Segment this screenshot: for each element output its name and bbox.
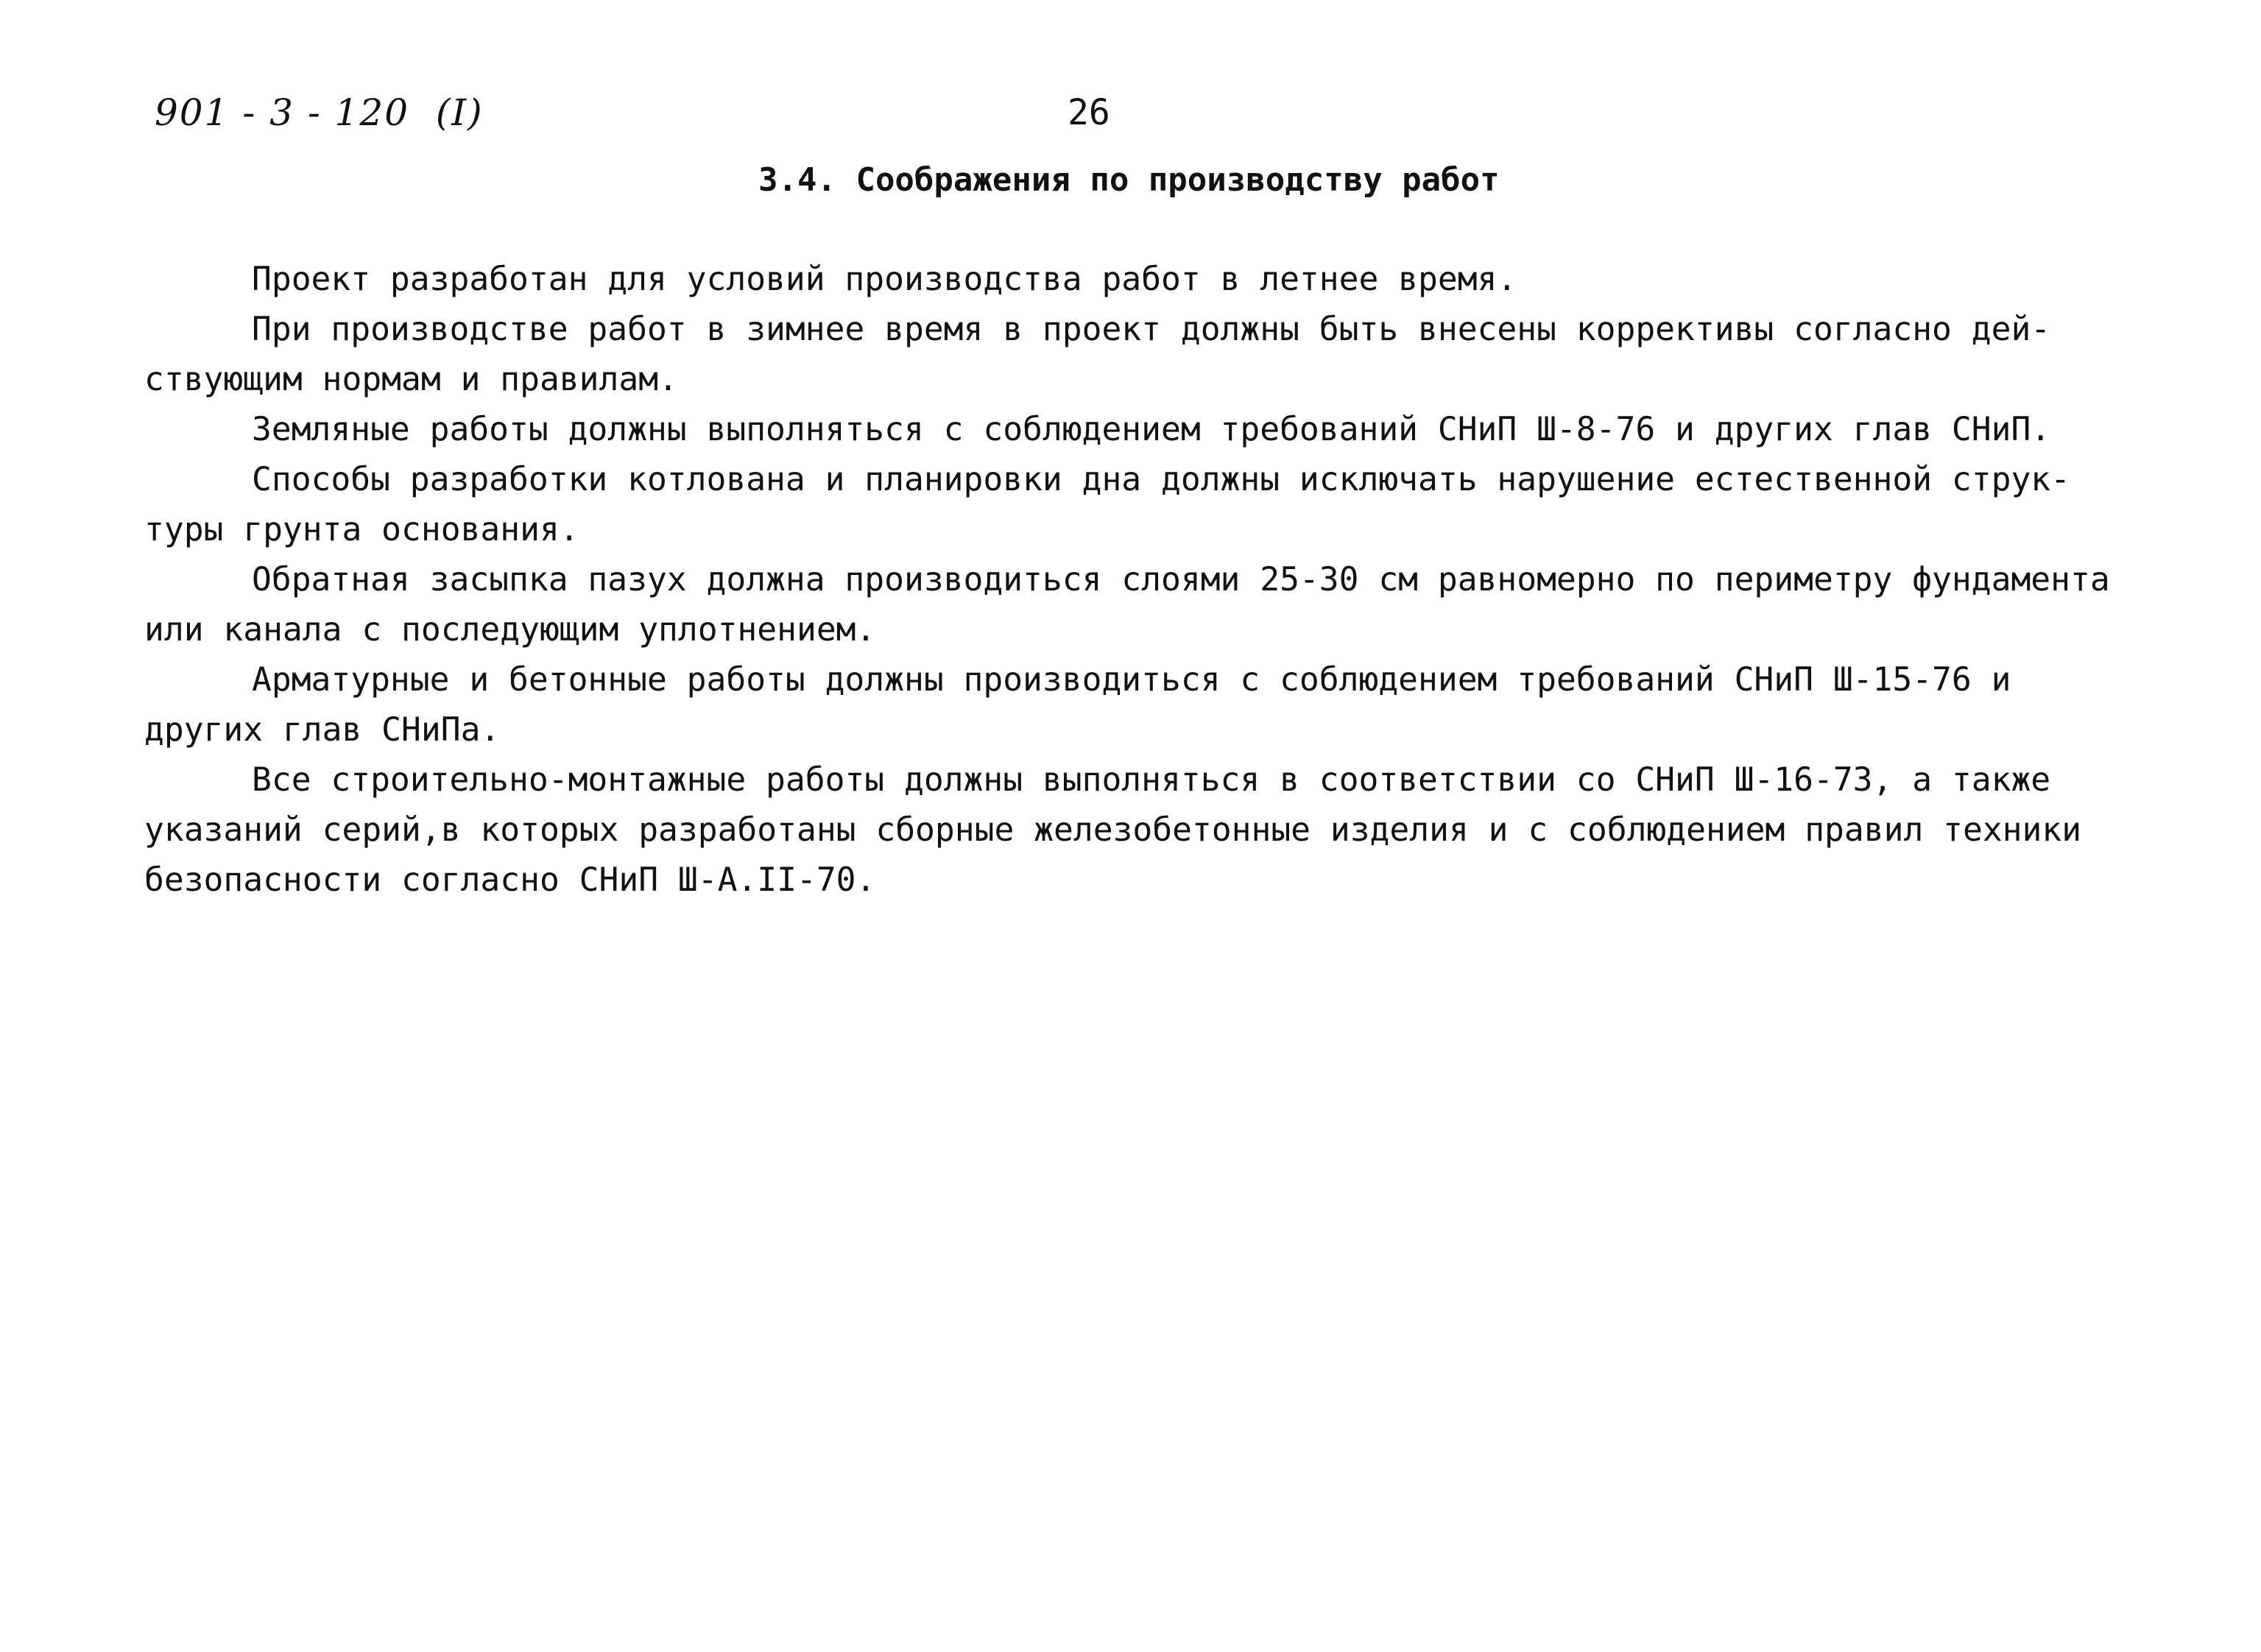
body-text <box>144 254 2176 905</box>
paragraph-line: При производстве работ в зимнее время в проект должны быть внесены коррективы согласно дей- <box>252 310 2051 348</box>
paragraph-line: других глав СНиПа. <box>144 710 501 749</box>
paragraph-line: Обратная засыпка пазух должна производиться слоями 25-30 см равномерно по периметру фундамента <box>252 560 2110 599</box>
paragraph-line: Земляные работы должны выполняться с соблюдением требований СНиП Ш-8-76 и других глав СНиП. <box>252 410 2051 448</box>
paragraph-line: безопасности согласно СНиП Ш-А.II-70. <box>144 861 876 899</box>
paragraph-line: ствующим нормам и правилам. <box>144 360 678 398</box>
paragraph-line: Все строительно-монтажные работы должны выполняться в соответствии со СНиП Ш-16-73, а также <box>252 760 2051 799</box>
paragraph-line: указаний серий,в которых разработаны сборные железобетонные изделия и с соблюдением правил техники <box>144 811 2082 849</box>
paragraph-line: туры грунта основания. <box>144 510 579 548</box>
paragraph-line: Арматурные и бетонные работы должны производиться с соблюдением требований СНиП Ш-15-76 и <box>252 660 2011 699</box>
paragraph-line: Проект разработан для условий производства работ в летнее время. <box>252 260 1517 298</box>
section-heading: 3.4. Соображения по производству работ <box>758 161 1500 199</box>
paragraph-line: или канала с последующим уплотнением. <box>144 610 876 649</box>
page-number: 26 <box>1068 92 1110 133</box>
paragraph-line: Способы разработки котлована и планировки дна должны исключать нарушение естественной струк- <box>252 460 2070 498</box>
document-code: 901 - 3 - 120 (I) <box>155 91 484 134</box>
